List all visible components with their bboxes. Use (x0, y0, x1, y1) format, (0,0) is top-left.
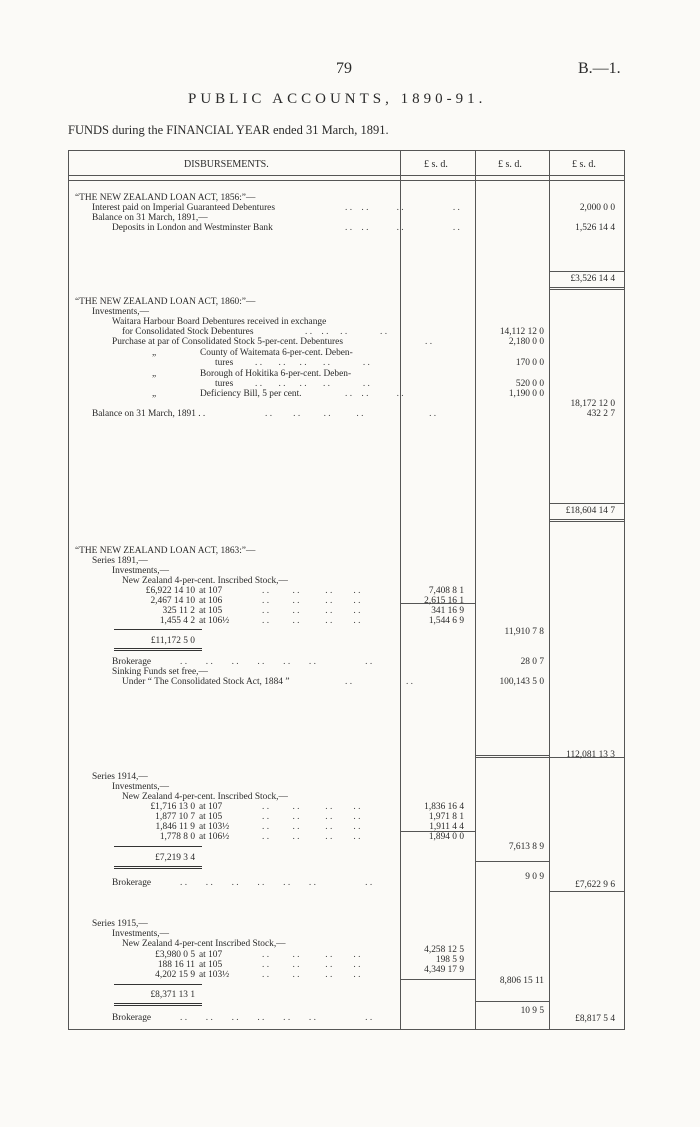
page-title: PUBLIC ACCOUNTS, 1890-91. (188, 91, 487, 107)
sinking-label: Sinking Funds set free,— (112, 667, 208, 677)
purchase-label: Purchase at par of Consolidated Stock 5-per-cent. Debentures (112, 337, 343, 347)
stock-value: 1,911 4 4 (429, 822, 464, 832)
leader-dots: . . . . . . . . (262, 616, 361, 626)
leader-dots: . . . . . . . . (262, 970, 361, 980)
stock-total-rule (114, 846, 202, 847)
series-total: £7,622 9 6 (575, 880, 615, 890)
interest-label: Interest paid on Imperial Guaranteed Debentures (92, 203, 275, 213)
leader-dots: . . . . . . . . . . . . . . (180, 878, 373, 888)
page-reference: B.—1. (578, 60, 621, 77)
investments-label: Investments,— (112, 566, 170, 576)
header-divider (69, 180, 624, 181)
leader-dots: . . . . . . . . . . (265, 409, 437, 419)
page-subtitle: FUNDS during the FINANCIAL YEAR ended 31 March, 1891. (68, 123, 389, 137)
brokerage-amount: 28 0 7 (520, 657, 544, 667)
interest-amount: 2,000 0 0 (579, 203, 615, 213)
waitemata-label-1: County of Waitemata 6-per-cent. Deben- (200, 348, 353, 358)
stock-total-rule (114, 1005, 202, 1006)
stock-total-rule (114, 1003, 202, 1004)
ditto-mark: „ (152, 348, 157, 358)
leader-dots: . . . . . . . . . . . . . . (180, 657, 373, 667)
section-rule (549, 271, 624, 272)
section-rule (549, 521, 624, 522)
stock-total-rule (114, 866, 202, 867)
series-label: Series 1915,— (92, 919, 148, 929)
leader-dots: . . . . . . . . (262, 822, 361, 832)
stock-total: £8,371 13 1 (150, 990, 195, 1000)
stock-rate: at 105 (199, 812, 223, 822)
brokerage-amount: 10 9 5 (520, 1006, 544, 1016)
leader-dots: . . . . . . . . (262, 812, 361, 822)
deficiency-label: Deficiency Bill, 5 per cent. (200, 389, 302, 399)
column-divider (549, 151, 550, 1029)
waitara-amount: 14,112 12 0 (499, 327, 544, 337)
act-heading-1856: “THE NEW ZEALAND LOAN ACT, 1856:”— (75, 193, 256, 203)
section-rule (475, 755, 549, 756)
stock-rate: at 106½ (199, 616, 230, 626)
stock-total-rule (114, 984, 202, 985)
stock-value: 341 16 9 (431, 606, 464, 616)
stock-amount: 1,455 4 2 (159, 616, 195, 626)
investments-subtotal: 18,172 12 0 (570, 399, 615, 409)
stock-rate: at 107 (199, 802, 223, 812)
column-header-col2: £ s. d. (498, 159, 522, 170)
stock-total: £7,219 3 4 (155, 853, 195, 863)
investments-label: Investments,— (112, 929, 170, 939)
stock-value: 4,349 17 9 (424, 965, 464, 975)
leader-dots: . . . . . . . . (262, 596, 361, 606)
section-rule (549, 289, 624, 290)
leader-dots: . . . . . . . . . . (255, 358, 370, 368)
stock-total-rule (114, 629, 202, 630)
leader-dots: . . . . . . . . (305, 327, 388, 337)
brokerage-label: Brokerage (112, 878, 152, 888)
stock-value: 1,894 0 0 (428, 832, 464, 842)
deficiency-amount: 1,190 0 0 (508, 389, 544, 399)
stock-amount: 325 11 2 (162, 606, 195, 616)
section-rule (475, 1001, 549, 1002)
stock-amount: 1,877 10 7 (155, 812, 195, 822)
leader-dots: . . . . . . . . (262, 832, 361, 842)
investments-label: Investments,— (112, 782, 170, 792)
section-rule (400, 979, 475, 980)
investments-total: 7,613 8 9 (508, 842, 544, 852)
leader-dots: . . . . . . . . (345, 203, 460, 213)
stock-rate: at 106½ (199, 832, 230, 842)
section-total: £18,604 14 7 (565, 506, 615, 516)
stock-rate: at 106 (199, 596, 223, 606)
section-rule (549, 503, 624, 504)
stock-value: 1,544 6 9 (428, 616, 464, 626)
section-rule (475, 861, 549, 862)
waitara-label-1: Waitara Harbour Board Debentures received in exchange (112, 317, 327, 327)
stock-rate: at 103½ (199, 822, 230, 832)
leader-dots: . . . . . . . . . . . . . . (180, 1013, 373, 1023)
page-number: 79 (336, 60, 352, 77)
brokerage-label: Brokerage (112, 657, 152, 667)
stock-amount: £1,716 13 0 (150, 802, 195, 812)
stock-amount: £3,980 0 5 (155, 950, 195, 960)
investments-label: Investments,— (92, 307, 150, 317)
leader-dots: . . . . . . . . (262, 960, 361, 970)
balance-label: Balance on 31 March, 1891,— (92, 213, 208, 223)
stock-value: 2,615 16 1 (424, 596, 464, 606)
stock-amount: 4,202 15 9 (155, 970, 195, 980)
stock-rate: at 107 (199, 586, 223, 596)
section-total: £3,526 14 4 (570, 274, 615, 284)
purchase-amount: 2,180 0 0 (508, 337, 544, 347)
stock-rate: at 105 (199, 606, 223, 616)
stock-amount: £6,922 14 10 (145, 586, 195, 596)
stock-value: 1,971 8 1 (428, 812, 464, 822)
leader-dots: . . (425, 337, 433, 347)
stock-label: New Zealand 4-per-cent. Inscribed Stock,— (122, 576, 288, 586)
series-total: £8,817 5 4 (575, 1014, 615, 1024)
section-rule (549, 287, 624, 288)
ditto-mark: „ (152, 369, 157, 379)
stock-rate: at 103½ (199, 970, 230, 980)
leader-dots: . . . . . . . . (262, 606, 361, 616)
stock-rate: at 105 (199, 960, 223, 970)
column-divider (400, 151, 401, 1029)
leader-dots: . . . . (345, 677, 413, 687)
column-header-col1: £ s. d. (424, 159, 448, 170)
stock-total-rule (114, 648, 202, 649)
brokerage-label: Brokerage (112, 1013, 152, 1023)
stock-total-rule (114, 650, 202, 651)
stock-value: 1,836 16 4 (424, 802, 464, 812)
stock-amount: 1,846 11 9 (155, 822, 195, 832)
waitemata-amount: 170 0 0 (515, 358, 544, 368)
hokitika-amount: 520 0 0 (515, 379, 544, 389)
series-label: Series 1891,— (92, 556, 148, 566)
stock-value: 198 5 9 (435, 955, 464, 965)
waitemata-label-2: tures (215, 358, 234, 368)
investments-total: 11,910 7 8 (504, 627, 544, 637)
stock-amount: 1,778 8 0 (159, 832, 195, 842)
leader-dots: . . . . . . . . (345, 223, 460, 233)
header-divider (69, 175, 624, 176)
balance-label: Balance on 31 March, 1891 . . (92, 409, 206, 419)
stock-amount: 2,467 14 10 (150, 596, 195, 606)
section-rule (549, 519, 624, 520)
stock-label: New Zealand 4-per-cent. Inscribed Stock,— (122, 792, 288, 802)
leader-dots: . . . . . . (345, 389, 404, 399)
investments-total: 8,806 15 11 (499, 976, 544, 986)
column-header-col3: £ s. d. (572, 159, 596, 170)
stock-label: New Zealand 4-per-cent Inscribed Stock,— (122, 939, 286, 949)
column-header-description: DISBURSEMENTS. (184, 159, 269, 170)
stock-value: 4,258 12 5 (424, 945, 464, 955)
stock-rate: at 107 (199, 950, 223, 960)
stock-total-rule (114, 868, 202, 869)
deposits-label: Deposits in London and Westminster Bank (112, 223, 273, 233)
under-amount: 100,143 5 0 (499, 677, 544, 687)
stock-value: 7,408 8 1 (428, 586, 464, 596)
hokitika-label-2: tures (215, 379, 234, 389)
ditto-mark: „ (152, 389, 157, 399)
leader-dots: . . . . . . . . (262, 586, 361, 596)
balance-amount: 432 2 7 (586, 409, 615, 419)
column-divider (475, 151, 476, 1029)
act-heading-1863: “THE NEW ZEALAND LOAN ACT, 1863:”— (75, 546, 256, 556)
deposits-amount: 1,526 14 4 (575, 223, 615, 233)
stock-amount: 188 16 11 (157, 960, 195, 970)
brokerage-amount: 9 0 9 (525, 872, 544, 882)
section-rule (549, 891, 624, 892)
leader-dots: . . . . . . . . (262, 950, 361, 960)
series-total: 112,081 13 3 (566, 750, 615, 760)
act-heading-1860: “THE NEW ZEALAND LOAN ACT, 1860:”— (75, 297, 256, 307)
stock-total: £11,172 5 0 (150, 636, 195, 646)
under-label: Under “ The Consolidated Stock Act, 1884 ” (122, 677, 290, 687)
leader-dots: . . . . . . . . . . (255, 379, 370, 389)
hokitika-label-1: Borough of Hokitika 6-per-cent. Deben- (200, 369, 352, 379)
series-label: Series 1914,— (92, 772, 148, 782)
leader-dots: . . . . . . . . (262, 802, 361, 812)
waitara-label-2: for Consolidated Stock Debentures (122, 327, 254, 337)
